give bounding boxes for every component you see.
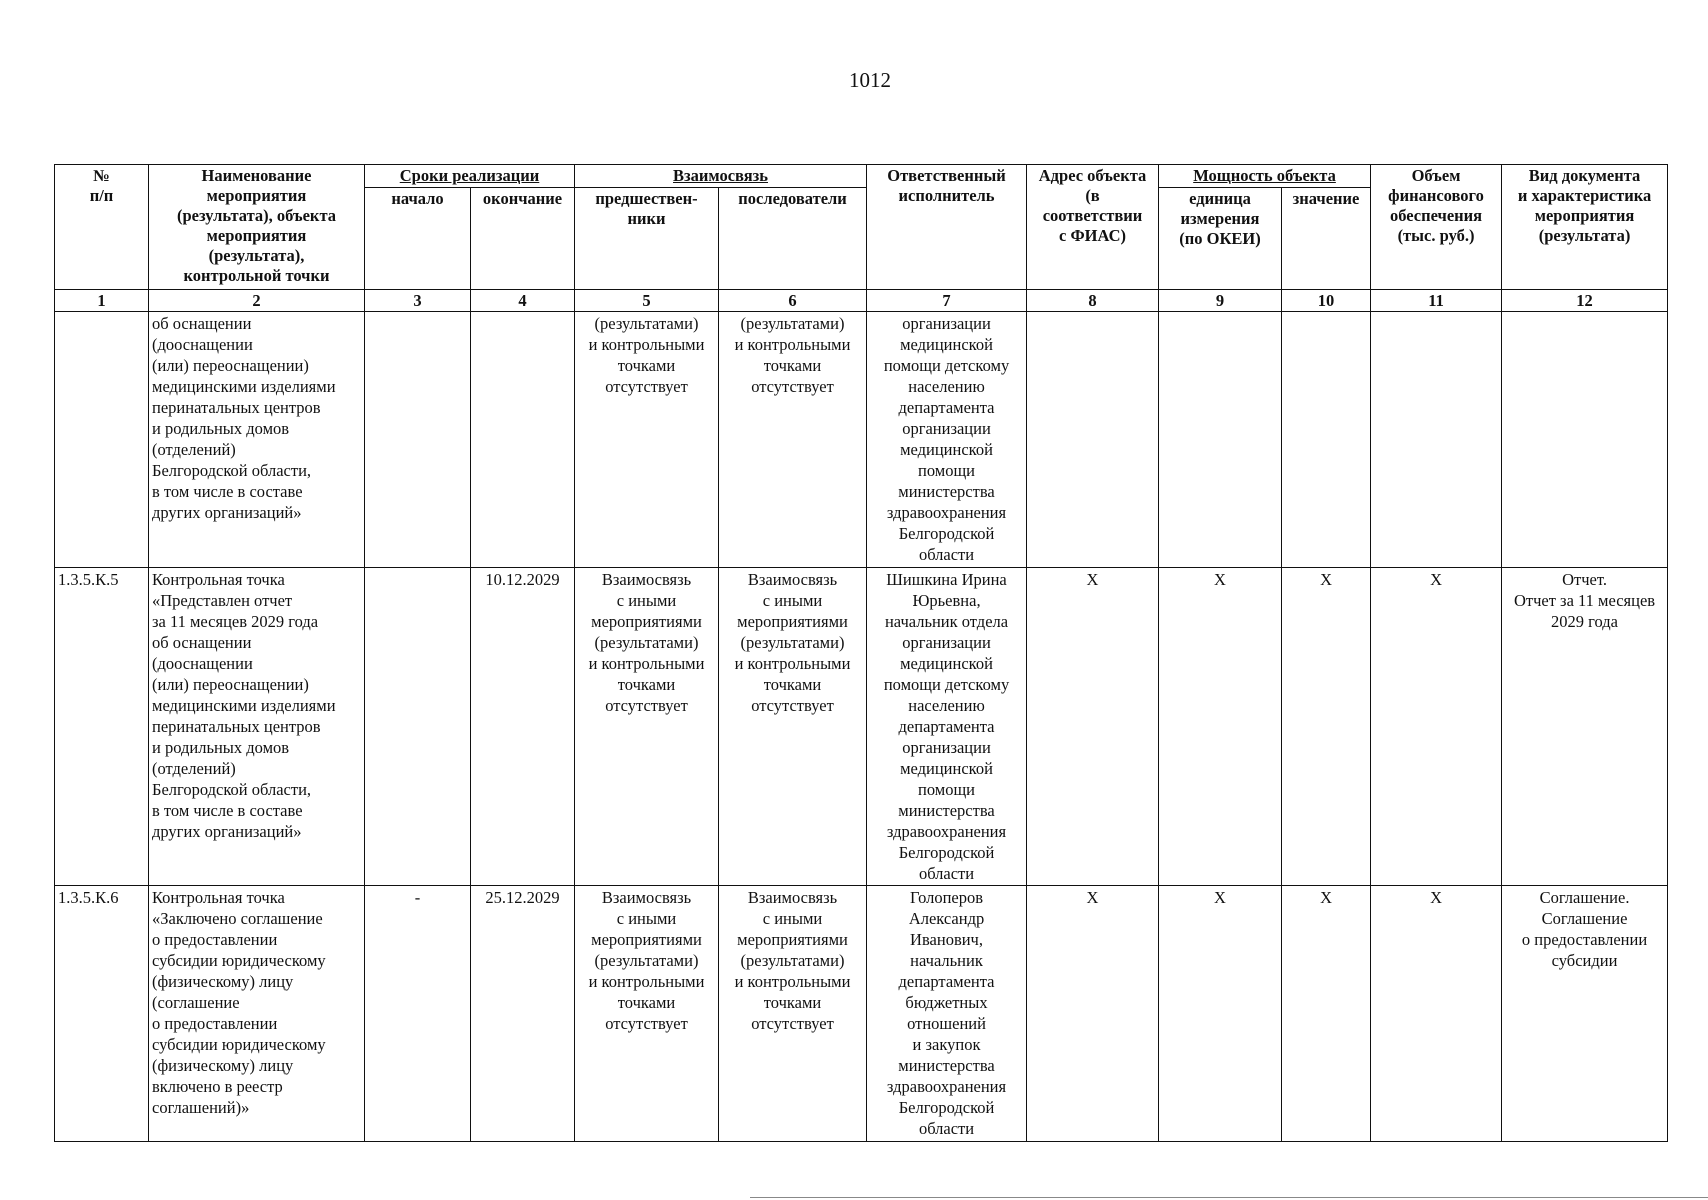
col-num-10: 10	[1282, 290, 1371, 312]
header-value: значение	[1282, 188, 1371, 290]
cell-address: X	[1027, 886, 1159, 1142]
activities-table	[54, 164, 1668, 1142]
header-address: Адрес объекта (в соответствии с ФИАС)	[1027, 165, 1159, 290]
cell-doc: Отчет. Отчет за 11 месяцев 2029 года	[1502, 568, 1668, 886]
page-number: 1012	[849, 68, 891, 92]
cell-value	[1282, 312, 1371, 568]
cell-doc	[1502, 312, 1668, 568]
cell-address: X	[1027, 568, 1159, 886]
header-name: Наименование мероприятия (результата), объекта мероприятия (результата), контрольной точки	[149, 165, 365, 290]
cell-successors: (результатами) и контрольными точками отсутствует	[719, 312, 867, 568]
cell-predecessors: Взаимосвязь с иными мероприятиями (результатами) и контрольными точками отсутствует	[575, 886, 719, 1142]
col-num-1: 1	[55, 290, 149, 312]
cell-unit	[1159, 312, 1282, 568]
header-doc-type: Вид документа и характеристика мероприятия (результата)	[1502, 165, 1668, 290]
cell-name: Контрольная точка «Заключено соглашение о предоставлении субсидии юридическому (физическому) лицу (соглашение о предоставлении субсидии юридическому (физическому) лицу включено в реестр соглашений)»	[149, 886, 365, 1142]
cell-finance: X	[1371, 886, 1502, 1142]
cell-value: X	[1282, 886, 1371, 1142]
header-finance: Объем финансового обеспечения (тыс. руб.)	[1371, 165, 1502, 290]
cell-responsible: Голоперов Александр Иванович, начальник департамента бюджетных отношений и закупок министерства здравоохранения Белгородской области	[867, 886, 1027, 1142]
cell-num: 1.3.5.К.6	[55, 886, 149, 1142]
header-capacity-group: Мощность объекта	[1159, 165, 1371, 188]
cell-predecessors: Взаимосвязь с иными мероприятиями (результатами) и контрольными точками отсутствует	[575, 568, 719, 886]
column-numbers-row	[55, 290, 1668, 312]
col-num-6: 6	[719, 290, 867, 312]
header-predecessors: предшествен- ники	[575, 188, 719, 290]
cell-num	[55, 312, 149, 568]
cell-end	[471, 312, 575, 568]
cell-num: 1.3.5.К.5	[55, 568, 149, 886]
col-num-4: 4	[471, 290, 575, 312]
header-num: № п/п	[55, 165, 149, 290]
cell-finance	[1371, 312, 1502, 568]
cell-start: -	[365, 886, 471, 1142]
cell-value: X	[1282, 568, 1371, 886]
cell-unit: X	[1159, 568, 1282, 886]
cell-finance: X	[1371, 568, 1502, 886]
header-relation-group: Взаимосвязь	[575, 165, 867, 188]
header-responsible: Ответственный исполнитель	[867, 165, 1027, 290]
col-num-7: 7	[867, 290, 1027, 312]
cell-end: 25.12.2029	[471, 886, 575, 1142]
cell-responsible: Шишкина Ирина Юрьевна, начальник отдела организации медицинской помощи детскому населению департамента организации медицинской помощи министерства здравоохранения Белгородской области	[867, 568, 1027, 886]
cell-start	[365, 568, 471, 886]
table-body	[55, 312, 1668, 1142]
col-num-8: 8	[1027, 290, 1159, 312]
cell-responsible: организации медицинской помощи детскому населению департамента организации медицинской помощи министерства здравоохранения Белгородской области	[867, 312, 1027, 568]
col-num-5: 5	[575, 290, 719, 312]
cell-start	[365, 312, 471, 568]
col-num-3: 3	[365, 290, 471, 312]
header-end: окончание	[471, 188, 575, 290]
cell-doc: Соглашение. Соглашение о предоставлении субсидии	[1502, 886, 1668, 1142]
cell-successors: Взаимосвязь с иными мероприятиями (результатами) и контрольными точками отсутствует	[719, 886, 867, 1142]
header-unit: единица измерения (по ОКЕИ)	[1159, 188, 1282, 290]
header-successors: последователи	[719, 188, 867, 290]
col-num-11: 11	[1371, 290, 1502, 312]
cell-name: об оснащении (дооснащении (или) переоснащении) медицинскими изделиями перинатальных центров и родильных домов (отделений) Белгородской области, в том числе в составе других организаций»	[149, 312, 365, 568]
table-row	[55, 568, 1668, 886]
col-num-12: 12	[1502, 290, 1668, 312]
bottom-rule	[750, 1197, 1708, 1198]
cell-address	[1027, 312, 1159, 568]
col-num-2: 2	[149, 290, 365, 312]
header-start: начало	[365, 188, 471, 290]
cell-name: Контрольная точка «Представлен отчет за 11 месяцев 2029 года об оснащении (дооснащении (или) переоснащении) медицинскими изделиями перинатальных центров и родильных домов (отделений) Белгородской области, в том числе в составе других организаций»	[149, 568, 365, 886]
table-row	[55, 312, 1668, 568]
table-row	[55, 886, 1668, 1142]
col-num-9: 9	[1159, 290, 1282, 312]
header-terms-group: Сроки реализации	[365, 165, 575, 188]
cell-successors: Взаимосвязь с иными мероприятиями (результатами) и контрольными точками отсутствует	[719, 568, 867, 886]
cell-predecessors: (результатами) и контрольными точками отсутствует	[575, 312, 719, 568]
cell-unit: X	[1159, 886, 1282, 1142]
cell-end: 10.12.2029	[471, 568, 575, 886]
